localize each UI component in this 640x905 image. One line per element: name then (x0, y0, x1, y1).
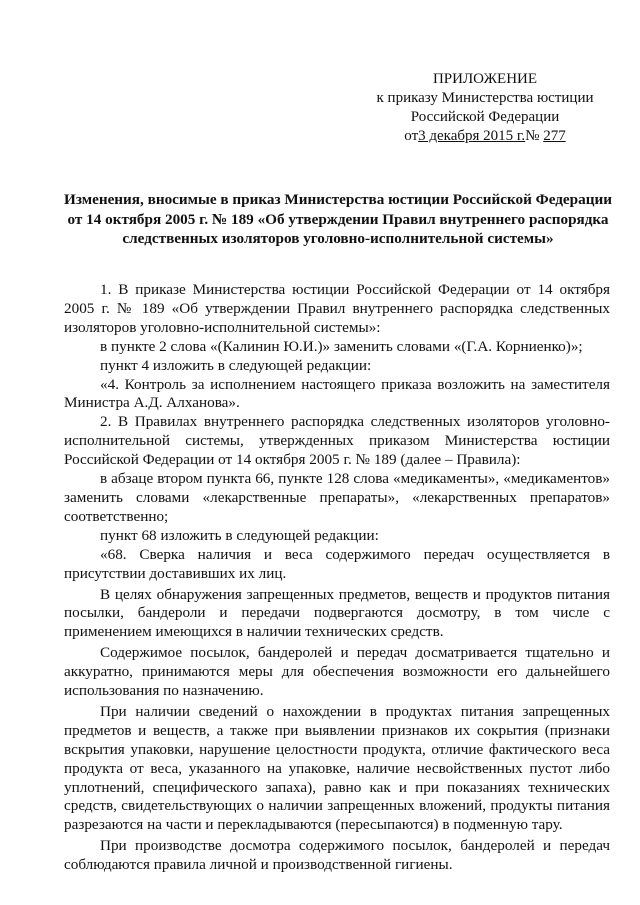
paragraph-7: пункт 68 изложить в следующей редакции: (100, 526, 379, 544)
paragraph-12: При производстве досмотра содержимого посылок, бандеролей и передач соблюдаются правила личной и производственной гигиены. (64, 837, 610, 874)
paragraph-8: «68. Сверка наличия и веса содержимого передач осуществляется в присутствии доставивших их лиц. (64, 545, 610, 582)
document-title: Изменения, вносимые в приказ Министерства юстиции Российской Федерации от 14 октября 2005 г. № 189 «Об утверждении Правил внутреннего распорядка следственных изоляторов уголовно-исполнительной системы» (64, 191, 612, 247)
paragraph-1: 1. В приказе Министерства юстиции Российской Федерации от 14 октября 2005 г. № 189 «Об утверждении Правил внутреннего распорядка следственных изоляторов уголовно-исполнительной системы»: (64, 281, 610, 336)
appendix-title: ПРИЛОЖЕНИЕ (432, 71, 538, 87)
appendix-date-line (360, 127, 610, 146)
paragraph-6: в абзаце втором пункта 66, пункте 128 слова «медикаменты», «медикаментов» заменить словами «лекарственные препараты», «лекарственных препаратов» соответственно; (64, 470, 610, 525)
order-date: 3 декабря 2015 г. (418, 128, 526, 144)
appendix-line-2: Российской Федерации (410, 109, 560, 125)
paragraph-2: в пункте 2 слова «(Калинин Ю.И.)» заменить словами «(Г.А. Корниенко)»; (100, 337, 583, 355)
document-body (64, 281, 610, 875)
order-number: 277 (543, 128, 566, 144)
appendix-line-1: к приказу Министерства юстиции (376, 90, 594, 106)
date-prefix: от (404, 128, 419, 144)
paragraph-11: При наличии сведений о нахождении в продуктах питания запрещенных предметов и веществ, а также при выявлении признаков их сокрытия (признаки вскрытия упаковки, нарушение целостности продукта, отличие фактического веса продукта от веса, указанного на упаковке, наличие несвойственных пустот либо уплотнений, специфического запаха), равно как и при показаниях технических средств, свидетельствующих о наличии запрещенных вложений, продукты питания разрезаются на части и перекладываются (пересыпаются) в подменную тару. (64, 702, 610, 834)
paragraph-4: «4. Контроль за исполнением настоящего приказа возложить на заместителя Министра А.Д. Алханова». (64, 375, 610, 412)
number-prefix: № (525, 128, 540, 144)
paragraph-5: 2. В Правилах внутреннего распорядка следственных изоляторов уголовно-исполнительной системы, утвержденных приказом Министерства юстиции Российской Федерации от 14 октября 2005 г. № 189 (далее – Правила): (64, 413, 610, 469)
paragraph-3: пункт 4 изложить в следующей редакции: (100, 356, 372, 374)
paragraph-9: В целях обнаружения запрещенных предметов, веществ и продуктов питания посылки, бандероли и передачи подвергаются досмотру, в том числе с применением имеющихся в наличии технических средств. (64, 585, 610, 641)
paragraph-10: Содержимое посылок, бандеролей и передач досматривается тщательно и аккуратно, принимаются меры для обеспечения возможности его дальнейшего использования по назначению. (64, 644, 610, 700)
appendix-header (360, 70, 610, 146)
